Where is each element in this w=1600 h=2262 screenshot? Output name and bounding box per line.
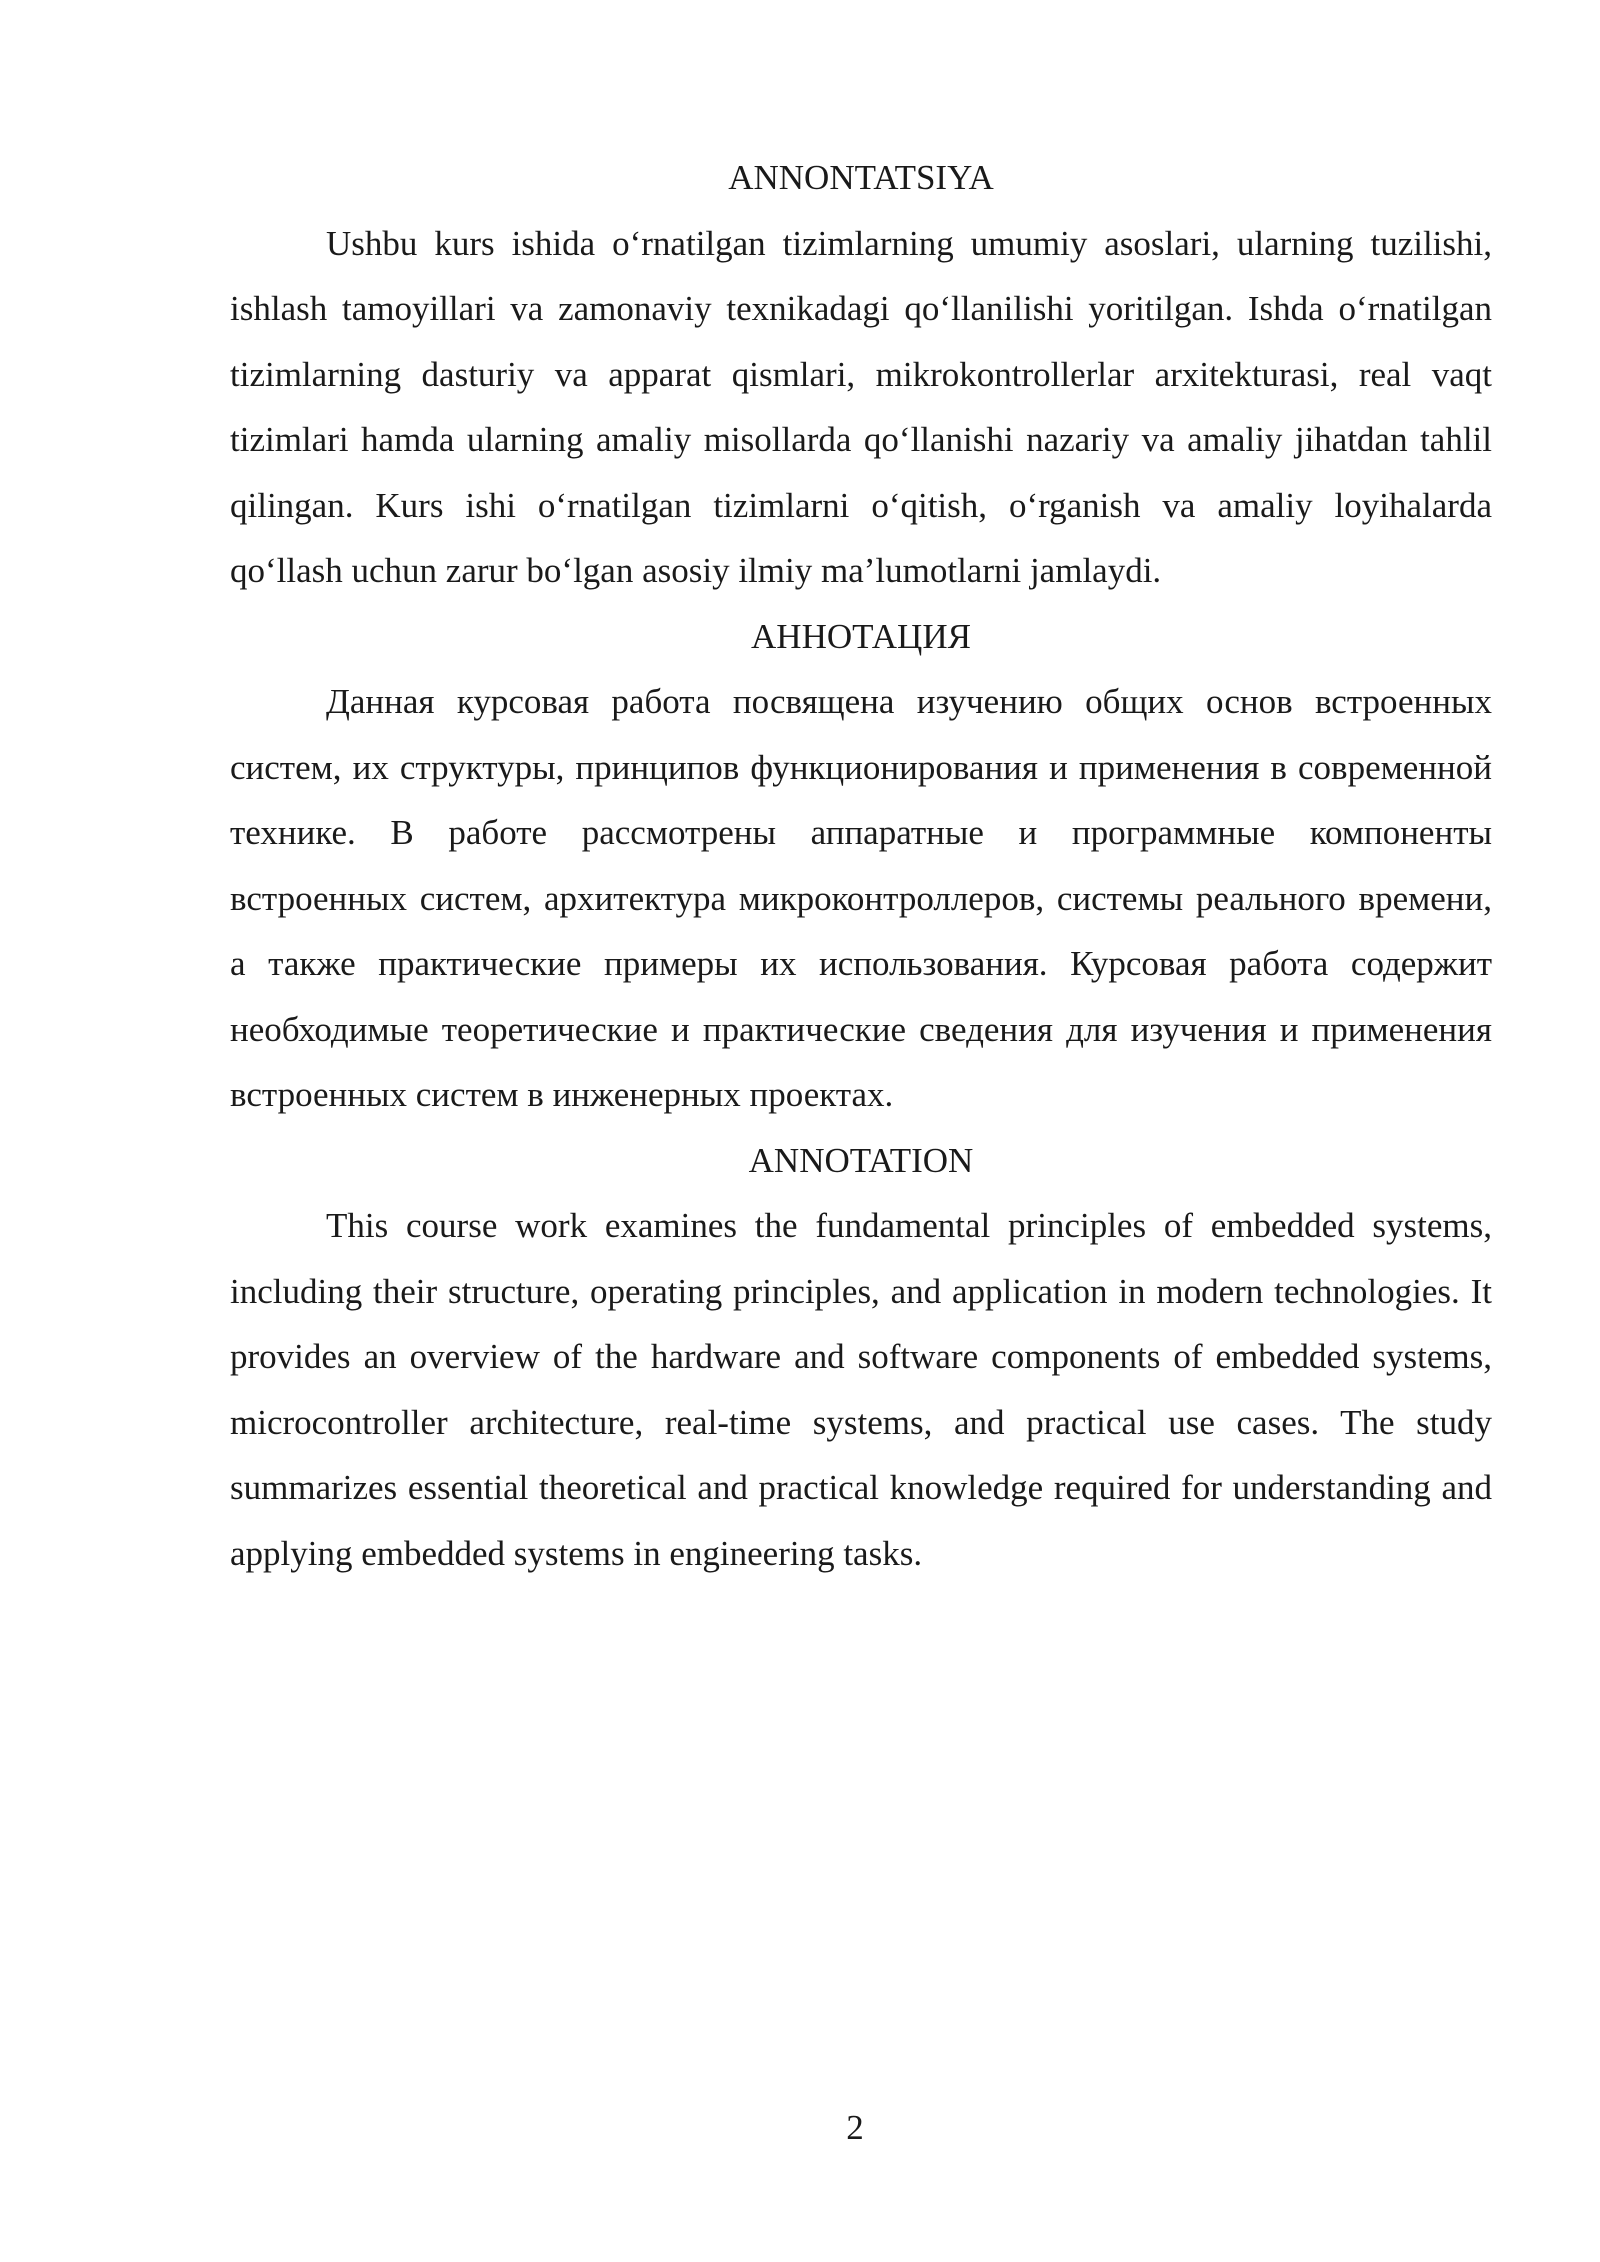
page-number: 2	[846, 2108, 864, 2147]
paragraph-russian: Данная курсовая работа посвящена изучению общих основ встроенных систем, их структуры, принципов функционирования и применения в современной технике. В работе рассмотрены аппаратные и программные компоненты встроенных систем, архитектура микроконтроллеров, системы реального времени, а также практические примеры их использования. Курсовая работа содержит необходимые теоретические и практические сведения для изучения и применения встроенных систем в инженерных проектах.	[230, 682, 1492, 1114]
section-title-uzbek: ANNONTATSIYA	[728, 158, 994, 197]
section-title-english: ANNOTATION	[748, 1140, 974, 1180]
paragraph-english: This course work examines the fundamental principles of embedded systems, including their structure, operating principles, and application in modern technologies. It provides an overview of the hardware and software components of embedded systems, microcontroller architecture, real-time systems, and practical use cases. The study summarizes essential theoretical and practical knowledge required for understanding and applying embedded systems in engineering tasks.	[230, 1206, 1492, 1573]
paragraph-uzbek: Ushbu kurs ishida o‘rnatilgan tizimlarning umumiy asoslari, ularning tuzilishi, ishlash tamoyillari va zamonaviy texnikadagi qo‘llanilishi yoritilgan. Ishda o‘rnatilgan tizimlarning dasturiy va apparat qismlari, mikrokontrollerlar arxitekturasi, real vaqt tizimlari hamda ularning amaliy misollarda qo‘llanishi nazariy va amaliy jihatdan tahlil qilingan. Kurs ishi o‘rnatilgan tizimlarni o‘qitish, o‘rganish va amaliy loyihalarda qo‘llash uchun zarur bo‘lgan asosiy ilmiy ma’lumotlarni jamlaydi.	[230, 223, 1492, 590]
page-content	[230, 145, 1492, 1586]
section-title-russian: АННОТАЦИЯ	[751, 616, 971, 656]
